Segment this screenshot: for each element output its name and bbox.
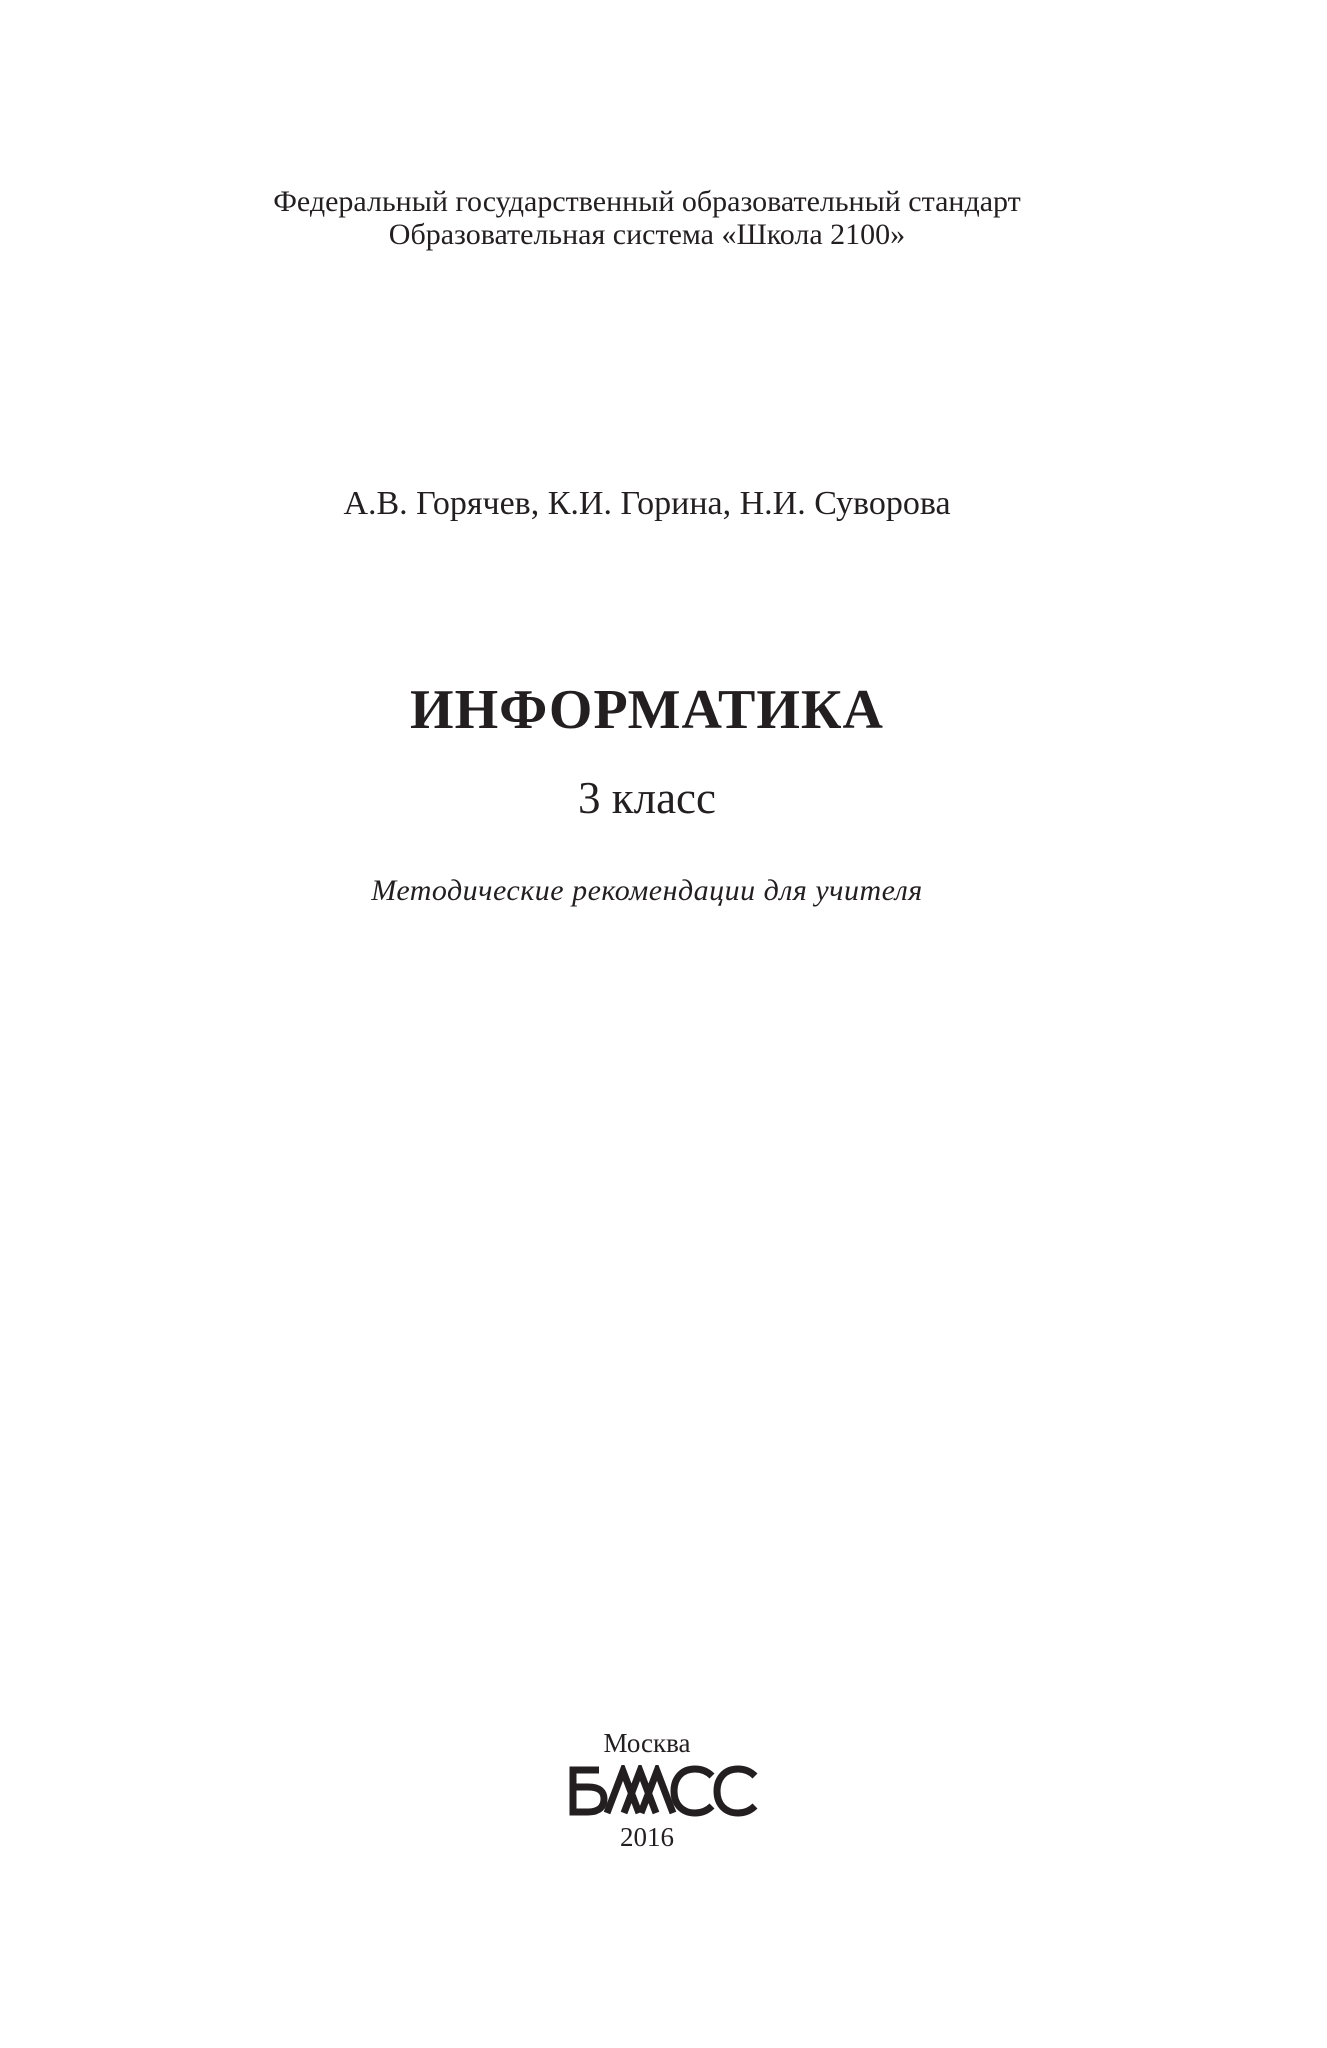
publication-city: Москва <box>603 1728 691 1758</box>
authors: А.В. Горячев, К.И. Горина, Н.И. Суворова <box>343 485 951 522</box>
publication-year: 2016 <box>620 1822 674 1852</box>
standard-line-2: Образовательная система «Школа 2100» <box>388 218 906 251</box>
grade-label: 3 класс <box>578 773 716 823</box>
book-title: ИНФОРМАТИКА <box>410 679 884 741</box>
book-subtitle: Методические рекомендации для учителя <box>371 874 923 907</box>
publisher-logo <box>566 1765 761 1817</box>
standard-line-1: Федеральный государственный образовательный стандарт <box>273 185 1021 218</box>
